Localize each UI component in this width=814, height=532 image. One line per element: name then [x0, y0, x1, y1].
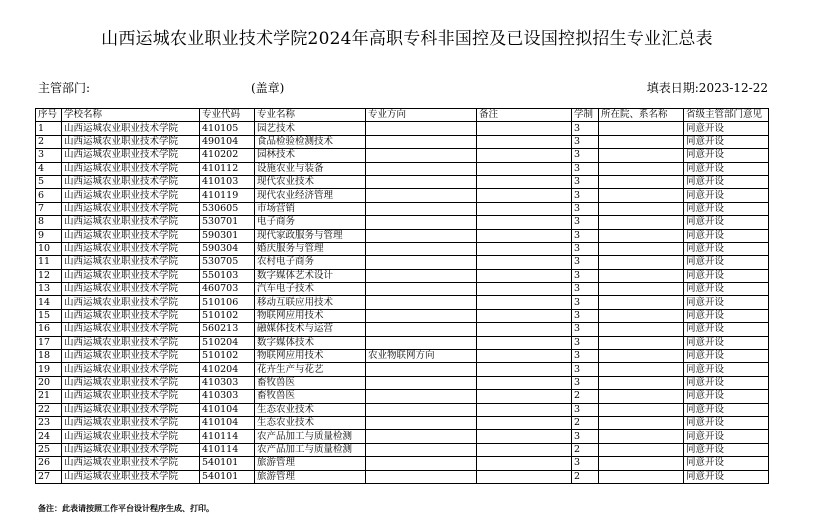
- cell-opinion: 同意开设: [684, 256, 769, 269]
- cell-major-direction: 农业物联网方向: [366, 350, 477, 363]
- cell-major-name: 数字媒体艺术设计: [255, 269, 366, 282]
- cell-department: [599, 216, 684, 229]
- cell-remarks: [477, 296, 572, 309]
- cell-major-direction: [366, 430, 477, 443]
- header-department: 所在院、系名称: [599, 109, 684, 122]
- cell-department: [599, 175, 684, 188]
- cell-school: 山西运城农业职业技术学院: [62, 229, 200, 242]
- cell-major-name: 婚庆服务与管理: [255, 242, 366, 255]
- cell-department: [599, 202, 684, 215]
- cell-major-code: 590301: [200, 229, 255, 242]
- cell-major-name: 现代农业技术: [255, 175, 366, 188]
- table-row: [36, 189, 769, 202]
- table-row: [36, 309, 769, 322]
- cell-school: 山西运城农业职业技术学院: [62, 309, 200, 322]
- cell-remarks: [477, 162, 572, 175]
- cell-duration: 3: [572, 229, 599, 242]
- cell-major-direction: [366, 122, 477, 135]
- cell-remarks: [477, 390, 572, 403]
- cell-department: [599, 189, 684, 202]
- cell-duration: 3: [572, 256, 599, 269]
- cell-major-code: 490104: [200, 135, 255, 148]
- cell-school: 山西运城农业职业技术学院: [62, 470, 200, 483]
- cell-index: 16: [36, 323, 62, 336]
- cell-opinion: 同意开设: [684, 202, 769, 215]
- cell-duration: 2: [572, 470, 599, 483]
- table-row: [36, 323, 769, 336]
- department-label: 主管部门:: [38, 81, 91, 95]
- cell-duration: 3: [572, 363, 599, 376]
- cell-remarks: [477, 242, 572, 255]
- cell-index: 23: [36, 416, 62, 429]
- cell-duration: 3: [572, 430, 599, 443]
- cell-index: 7: [36, 202, 62, 215]
- table-row: [36, 229, 769, 242]
- cell-duration: 3: [572, 242, 599, 255]
- table-row: [36, 242, 769, 255]
- cell-department: [599, 256, 684, 269]
- table-row: [36, 470, 769, 483]
- cell-duration: 3: [572, 309, 599, 322]
- cell-remarks: [477, 470, 572, 483]
- cell-major-direction: [366, 149, 477, 162]
- table-row: [36, 175, 769, 188]
- header-major-direction: 专业方向: [366, 109, 477, 122]
- cell-department: [599, 162, 684, 175]
- table-row: [36, 149, 769, 162]
- table-row: [36, 256, 769, 269]
- cell-index: 8: [36, 216, 62, 229]
- cell-major-direction: [366, 309, 477, 322]
- cell-opinion: 同意开设: [684, 175, 769, 188]
- cell-duration: 3: [572, 336, 599, 349]
- cell-major-code: 510102: [200, 309, 255, 322]
- cell-school: 山西运城农业职业技术学院: [62, 350, 200, 363]
- cell-opinion: 同意开设: [684, 470, 769, 483]
- cell-major-code: 530605: [200, 202, 255, 215]
- cell-department: [599, 416, 684, 429]
- cell-major-code: 530705: [200, 256, 255, 269]
- cell-major-code: 510204: [200, 336, 255, 349]
- cell-index: 26: [36, 457, 62, 470]
- cell-department: [599, 350, 684, 363]
- cell-department: [599, 283, 684, 296]
- cell-school: 山西运城农业职业技术学院: [62, 216, 200, 229]
- cell-school: 山西运城农业职业技术学院: [62, 457, 200, 470]
- table-row: [36, 363, 769, 376]
- cell-major-direction: [366, 390, 477, 403]
- cell-index: 21: [36, 390, 62, 403]
- cell-major-name: 食品检验检测技术: [255, 135, 366, 148]
- cell-department: [599, 296, 684, 309]
- header-duration: 学制: [572, 109, 599, 122]
- table-row: [36, 457, 769, 470]
- cell-opinion: 同意开设: [684, 457, 769, 470]
- cell-duration: 3: [572, 296, 599, 309]
- cell-school: 山西运城农业职业技术学院: [62, 390, 200, 403]
- cell-major-code: 560213: [200, 323, 255, 336]
- cell-major-name: 畜牧兽医: [255, 390, 366, 403]
- cell-index: 6: [36, 189, 62, 202]
- header-index: 序号: [36, 109, 62, 122]
- cell-duration: 3: [572, 457, 599, 470]
- cell-major-name: 农村电子商务: [255, 256, 366, 269]
- header-remarks: 备注: [477, 109, 572, 122]
- cell-major-code: 540101: [200, 457, 255, 470]
- cell-major-code: 510106: [200, 296, 255, 309]
- cell-duration: 3: [572, 216, 599, 229]
- cell-opinion: 同意开设: [684, 403, 769, 416]
- cell-index: 5: [36, 175, 62, 188]
- cell-duration: 3: [572, 376, 599, 389]
- cell-major-name: 畜牧兽医: [255, 376, 366, 389]
- cell-remarks: [477, 336, 572, 349]
- cell-school: 山西运城农业职业技术学院: [62, 403, 200, 416]
- cell-school: 山西运城农业职业技术学院: [62, 283, 200, 296]
- cell-school: 山西运城农业职业技术学院: [62, 242, 200, 255]
- cell-major-direction: [366, 202, 477, 215]
- cell-index: 14: [36, 296, 62, 309]
- cell-major-code: 410112: [200, 162, 255, 175]
- cell-major-direction: [366, 296, 477, 309]
- cell-school: 山西运城农业职业技术学院: [62, 135, 200, 148]
- cell-school: 山西运城农业职业技术学院: [62, 430, 200, 443]
- cell-duration: 2: [572, 443, 599, 456]
- table-row: [36, 416, 769, 429]
- cell-index: 19: [36, 363, 62, 376]
- cell-remarks: [477, 309, 572, 322]
- cell-duration: 2: [572, 416, 599, 429]
- cell-major-direction: [366, 283, 477, 296]
- cell-major-name: 数字媒体技术: [255, 336, 366, 349]
- cell-index: 25: [36, 443, 62, 456]
- table-row: [36, 122, 769, 135]
- cell-school: 山西运城农业职业技术学院: [62, 202, 200, 215]
- cell-index: 15: [36, 309, 62, 322]
- cell-major-code: 530701: [200, 216, 255, 229]
- cell-major-direction: [366, 470, 477, 483]
- table-row: [36, 269, 769, 282]
- cell-school: 山西运城农业职业技术学院: [62, 122, 200, 135]
- cell-major-code: 410303: [200, 376, 255, 389]
- cell-index: 1: [36, 122, 62, 135]
- cell-remarks: [477, 175, 572, 188]
- cell-major-name: 园林技术: [255, 149, 366, 162]
- cell-department: [599, 135, 684, 148]
- cell-major-name: 市场营销: [255, 202, 366, 215]
- cell-major-name: 设施农业与装备: [255, 162, 366, 175]
- cell-major-name: 物联网应用技术: [255, 309, 366, 322]
- cell-school: 山西运城农业职业技术学院: [62, 363, 200, 376]
- fill-date-label: 填表日期:2023-12-22: [646, 81, 768, 95]
- cell-remarks: [477, 430, 572, 443]
- table-row: [36, 296, 769, 309]
- cell-major-code: 410114: [200, 443, 255, 456]
- table-row: [36, 283, 769, 296]
- cell-index: 13: [36, 283, 62, 296]
- cell-remarks: [477, 149, 572, 162]
- cell-opinion: 同意开设: [684, 135, 769, 148]
- cell-major-direction: [366, 229, 477, 242]
- cell-major-code: 510102: [200, 350, 255, 363]
- cell-remarks: [477, 216, 572, 229]
- cell-opinion: 同意开设: [684, 269, 769, 282]
- cell-major-code: 410104: [200, 416, 255, 429]
- cell-major-name: 花卉生产与花艺: [255, 363, 366, 376]
- table-row: [36, 350, 769, 363]
- cell-major-direction: [366, 443, 477, 456]
- cell-major-name: 旅游管理: [255, 457, 366, 470]
- cell-remarks: [477, 202, 572, 215]
- cell-major-name: 移动互联应用技术: [255, 296, 366, 309]
- majors-table: [35, 108, 769, 484]
- cell-duration: 3: [572, 350, 599, 363]
- cell-school: 山西运城农业职业技术学院: [62, 175, 200, 188]
- cell-remarks: [477, 350, 572, 363]
- cell-opinion: 同意开设: [684, 309, 769, 322]
- seal-label: (盖章): [251, 81, 285, 95]
- cell-department: [599, 376, 684, 389]
- cell-opinion: 同意开设: [684, 296, 769, 309]
- cell-department: [599, 309, 684, 322]
- cell-index: 17: [36, 336, 62, 349]
- cell-major-code: 410204: [200, 363, 255, 376]
- cell-major-name: 农产品加工与质量检测: [255, 430, 366, 443]
- cell-major-name: 现代农业经济管理: [255, 189, 366, 202]
- cell-index: 2: [36, 135, 62, 148]
- cell-major-name: 汽车电子技术: [255, 283, 366, 296]
- cell-major-direction: [366, 242, 477, 255]
- table-row: [36, 376, 769, 389]
- cell-opinion: 同意开设: [684, 443, 769, 456]
- cell-opinion: 同意开设: [684, 189, 769, 202]
- cell-school: 山西运城农业职业技术学院: [62, 162, 200, 175]
- header-major-code: 专业代码: [200, 109, 255, 122]
- cell-remarks: [477, 189, 572, 202]
- cell-remarks: [477, 122, 572, 135]
- cell-opinion: 同意开设: [684, 149, 769, 162]
- cell-major-direction: [366, 175, 477, 188]
- cell-major-name: 农产品加工与质量检测: [255, 443, 366, 456]
- cell-major-name: 生态农业技术: [255, 416, 366, 429]
- cell-major-direction: [366, 135, 477, 148]
- cell-remarks: [477, 457, 572, 470]
- cell-index: 10: [36, 242, 62, 255]
- cell-department: [599, 390, 684, 403]
- cell-school: 山西运城农业职业技术学院: [62, 296, 200, 309]
- cell-department: [599, 363, 684, 376]
- cell-remarks: [477, 376, 572, 389]
- cell-duration: 3: [572, 202, 599, 215]
- cell-remarks: [477, 403, 572, 416]
- footnote: 备注：此表请按照工作平台设计程序生成、打印。: [38, 503, 214, 513]
- cell-department: [599, 443, 684, 456]
- cell-index: 20: [36, 376, 62, 389]
- table-header-row: [36, 109, 769, 122]
- table-row: [36, 443, 769, 456]
- cell-remarks: [477, 229, 572, 242]
- cell-major-direction: [366, 216, 477, 229]
- cell-duration: 3: [572, 162, 599, 175]
- cell-department: [599, 336, 684, 349]
- document-title: 山西运城农业职业技术学院2024年高职专科非国控及已设国控拟招生专业汇总表: [101, 29, 713, 49]
- cell-department: [599, 457, 684, 470]
- cell-department: [599, 122, 684, 135]
- cell-major-name: 电子商务: [255, 216, 366, 229]
- header-school: 学校名称: [62, 109, 200, 122]
- cell-major-direction: [366, 256, 477, 269]
- cell-duration: 3: [572, 175, 599, 188]
- cell-department: [599, 403, 684, 416]
- cell-department: [599, 470, 684, 483]
- cell-major-direction: [366, 336, 477, 349]
- cell-duration: 3: [572, 323, 599, 336]
- cell-opinion: 同意开设: [684, 416, 769, 429]
- cell-major-name: 园艺技术: [255, 122, 366, 135]
- cell-index: 4: [36, 162, 62, 175]
- cell-opinion: 同意开设: [684, 216, 769, 229]
- cell-remarks: [477, 443, 572, 456]
- cell-department: [599, 323, 684, 336]
- cell-opinion: 同意开设: [684, 430, 769, 443]
- cell-school: 山西运城农业职业技术学院: [62, 269, 200, 282]
- cell-major-code: 410119: [200, 189, 255, 202]
- cell-major-direction: [366, 269, 477, 282]
- cell-index: 12: [36, 269, 62, 282]
- cell-remarks: [477, 135, 572, 148]
- table-row: [36, 403, 769, 416]
- cell-remarks: [477, 256, 572, 269]
- cell-duration: 3: [572, 283, 599, 296]
- cell-remarks: [477, 323, 572, 336]
- header-opinion: 省级主管部门意见: [684, 109, 769, 122]
- cell-major-code: 410303: [200, 390, 255, 403]
- cell-remarks: [477, 363, 572, 376]
- cell-department: [599, 269, 684, 282]
- cell-major-code: 540101: [200, 470, 255, 483]
- table-row: [36, 390, 769, 403]
- table-row: [36, 135, 769, 148]
- cell-major-code: 460703: [200, 283, 255, 296]
- cell-major-name: 生态农业技术: [255, 403, 366, 416]
- cell-school: 山西运城农业职业技术学院: [62, 443, 200, 456]
- cell-opinion: 同意开设: [684, 323, 769, 336]
- table-row: [36, 162, 769, 175]
- cell-opinion: 同意开设: [684, 336, 769, 349]
- cell-major-direction: [366, 189, 477, 202]
- cell-opinion: 同意开设: [684, 350, 769, 363]
- cell-school: 山西运城农业职业技术学院: [62, 416, 200, 429]
- cell-duration: 3: [572, 135, 599, 148]
- cell-remarks: [477, 269, 572, 282]
- table-row: [36, 202, 769, 215]
- cell-major-name: 旅游管理: [255, 470, 366, 483]
- table-row: [36, 430, 769, 443]
- cell-opinion: 同意开设: [684, 242, 769, 255]
- cell-major-direction: [366, 416, 477, 429]
- cell-remarks: [477, 416, 572, 429]
- cell-duration: 3: [572, 269, 599, 282]
- cell-index: 9: [36, 229, 62, 242]
- cell-major-code: 590304: [200, 242, 255, 255]
- cell-index: 18: [36, 350, 62, 363]
- cell-department: [599, 149, 684, 162]
- cell-major-direction: [366, 376, 477, 389]
- cell-school: 山西运城农业职业技术学院: [62, 376, 200, 389]
- cell-duration: 3: [572, 149, 599, 162]
- cell-index: 22: [36, 403, 62, 416]
- cell-opinion: 同意开设: [684, 283, 769, 296]
- cell-duration: 3: [572, 189, 599, 202]
- cell-index: 11: [36, 256, 62, 269]
- table-row: [36, 216, 769, 229]
- cell-remarks: [477, 283, 572, 296]
- cell-duration: 2: [572, 390, 599, 403]
- cell-opinion: 同意开设: [684, 376, 769, 389]
- cell-opinion: 同意开设: [684, 390, 769, 403]
- cell-major-name: 融媒体技术与运营: [255, 323, 366, 336]
- cell-major-direction: [366, 323, 477, 336]
- cell-duration: 3: [572, 122, 599, 135]
- cell-opinion: 同意开设: [684, 363, 769, 376]
- cell-school: 山西运城农业职业技术学院: [62, 256, 200, 269]
- cell-major-name: 现代家政服务与管理: [255, 229, 366, 242]
- cell-index: 27: [36, 470, 62, 483]
- cell-duration: 3: [572, 403, 599, 416]
- table-row: [36, 336, 769, 349]
- cell-department: [599, 430, 684, 443]
- cell-index: 3: [36, 149, 62, 162]
- header-major-name: 专业名称: [255, 109, 366, 122]
- cell-school: 山西运城农业职业技术学院: [62, 336, 200, 349]
- cell-department: [599, 242, 684, 255]
- cell-major-direction: [366, 363, 477, 376]
- cell-major-name: 物联网应用技术: [255, 350, 366, 363]
- cell-school: 山西运城农业职业技术学院: [62, 149, 200, 162]
- cell-opinion: 同意开设: [684, 162, 769, 175]
- cell-school: 山西运城农业职业技术学院: [62, 189, 200, 202]
- cell-school: 山西运城农业职业技术学院: [62, 323, 200, 336]
- cell-opinion: 同意开设: [684, 122, 769, 135]
- cell-major-code: 550103: [200, 269, 255, 282]
- cell-department: [599, 229, 684, 242]
- cell-index: 24: [36, 430, 62, 443]
- cell-major-code: 410103: [200, 175, 255, 188]
- cell-major-code: 410114: [200, 430, 255, 443]
- cell-opinion: 同意开设: [684, 229, 769, 242]
- cell-major-code: 410202: [200, 149, 255, 162]
- cell-major-direction: [366, 457, 477, 470]
- cell-major-direction: [366, 162, 477, 175]
- cell-major-code: 410104: [200, 403, 255, 416]
- cell-major-direction: [366, 403, 477, 416]
- cell-major-code: 410105: [200, 122, 255, 135]
